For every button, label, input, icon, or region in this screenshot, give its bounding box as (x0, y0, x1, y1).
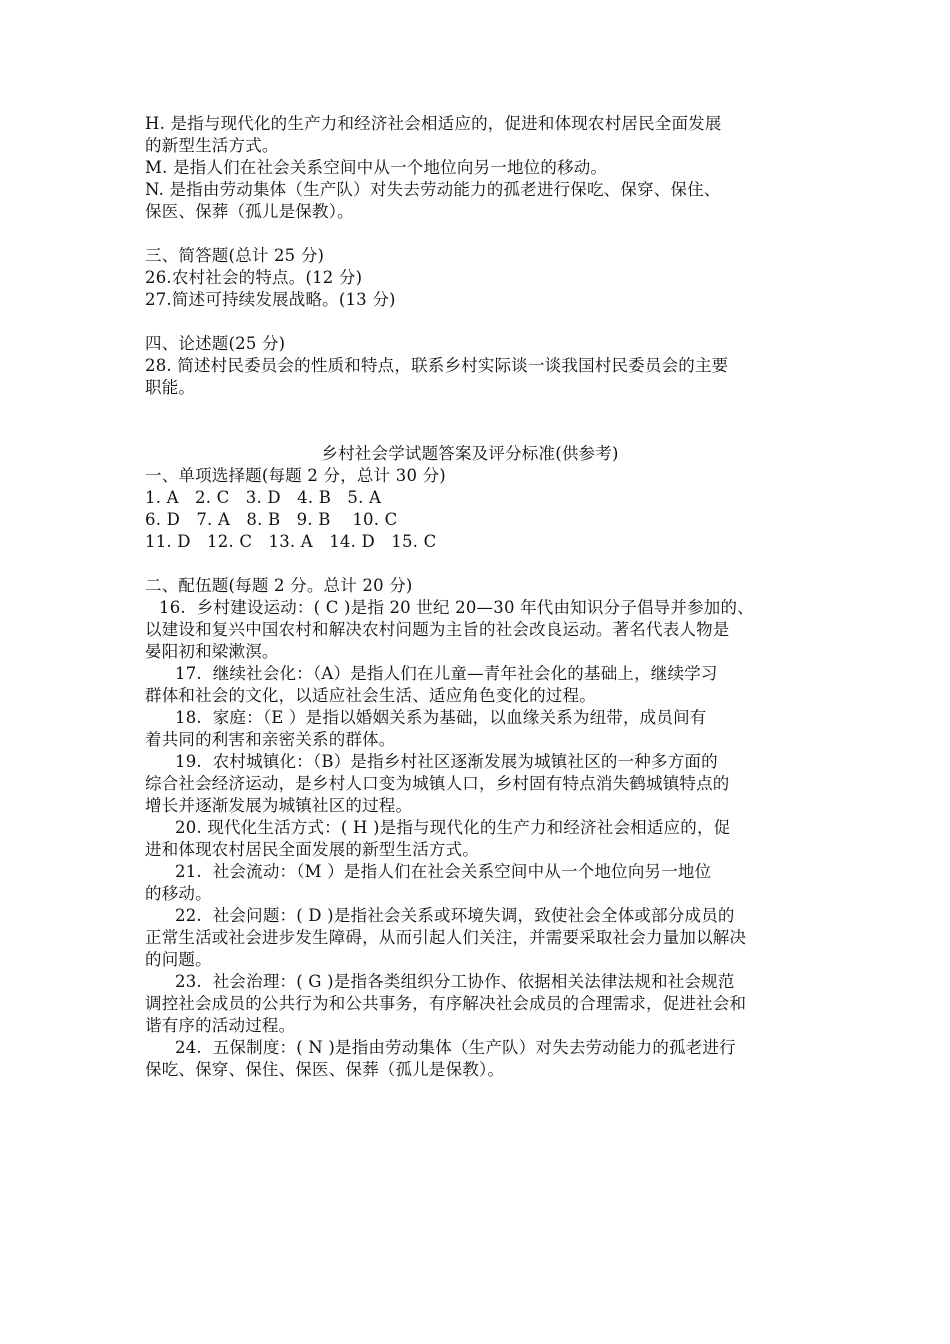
matching-definitions-continued (145, 113, 825, 223)
answer-text-line: 保吃、保穿、保住、保医、保葬（孤儿是保教）。 (145, 1060, 505, 1079)
section-short-answer (145, 245, 825, 311)
single-choice-answers-row: 6. D 7. A 8. B 9. B 10. C (145, 510, 398, 529)
answer-text-line: 20. 现代化生活方式：( H )是指与现代化的生产力和经济社会相适应的，促 (175, 818, 731, 837)
answer-text-line: 22. 社会问题：( D )是指社会关系或环境失调，致使社会全体或部分成员的 (175, 906, 735, 925)
single-choice-answers-row: 11. D 12. C 13. A 14. D 15. C (145, 532, 437, 551)
answer-item-16 (145, 597, 825, 663)
answer-item-17 (145, 663, 825, 707)
answer-item-18 (145, 707, 825, 751)
question-26: 26.农村社会的特点。(12 分) (145, 268, 363, 287)
answer-item-24 (145, 1037, 825, 1081)
answer-text-line: 24. 五保制度：( N )是指由劳动集体（生产队）对失去劳动能力的孤老进行 (175, 1038, 736, 1057)
section-essay (145, 333, 825, 399)
single-choice-heading: 一、单项选择题(每题 2 分，总计 30 分) (145, 466, 446, 485)
definition-n-line2: 保医、保葬（孤儿是保教）。 (145, 202, 354, 221)
answer-text-line: 16. 乡村建设运动：( C )是指 20 世纪 20—30 年代由知识分子倡导并参加的、 (159, 598, 754, 617)
definition-m: M. 是指人们在社会关系空间中从一个地位向另一地位的移动。 (145, 158, 608, 177)
answer-text-line: 增长并逐渐发展为城镇社区的过程。 (145, 796, 413, 815)
answer-text-line: 群体和社会的文化，以适应社会生活、适应角色变化的过程。 (145, 686, 596, 705)
answer-text-line: 调控社会成员的公共行为和公共事务，有序解决社会成员的合理需求，促进社会和 (145, 994, 747, 1013)
answer-key (145, 443, 825, 1081)
answer-text-line: 谐有序的活动过程。 (145, 1016, 296, 1035)
matching-heading: 二、配伍题(每题 2 分。总计 20 分) (145, 576, 413, 595)
answer-text-line: 17. 继续社会化：（A）是指人们在儿童—青年社会化的基础上，继续学习 (175, 664, 718, 683)
document-page (145, 113, 825, 1081)
answer-text-line: 晏阳初和梁漱溟。 (145, 642, 279, 661)
answer-item-22 (145, 905, 825, 971)
question-28-line2: 职能。 (145, 378, 196, 397)
section-heading: 四、论述题(25 分) (145, 334, 286, 353)
definition-h-line1: H. 是指与现代化的生产力和经济社会相适应的，促进和体现农村居民全面发展 (145, 114, 722, 133)
answer-text-line: 综合社会经济运动，是乡村人口变为城镇人口，乡村固有特点消失鹤城镇特点的 (145, 774, 730, 793)
answer-text-line: 19. 农村城镇化：（B）是指乡村社区逐渐发展为城镇社区的一种多方面的 (175, 752, 718, 771)
question-27: 27.简述可持续发展战略。(13 分) (145, 290, 396, 309)
answer-text-line: 的问题。 (145, 950, 212, 969)
question-28-line1: 28. 简述村民委员会的性质和特点，联系乡村实际谈一谈我国村民委员会的主要 (145, 356, 729, 375)
definition-h-line2: 的新型生活方式。 (145, 136, 279, 155)
answer-text-line: 着共同的利害和亲密关系的群体。 (145, 730, 396, 749)
section-heading: 三、简答题(总计 25 分) (145, 246, 325, 265)
answer-text-line: 21. 社会流动：（M ）是指人们在社会关系空间中从一个地位向另一地位 (175, 862, 712, 881)
answer-text-line: 以建设和复兴中国农村和解决农村问题为主旨的社会改良运动。著名代表人物是 (145, 620, 730, 639)
answer-key-title: 乡村社会学试题答案及评分标准(供参考) (321, 444, 619, 463)
answer-text-line: 的移动。 (145, 884, 212, 903)
definition-n-line1: N. 是指由劳动集体（生产队）对失去劳动能力的孤老进行保吃、保穿、保住、 (145, 180, 721, 199)
single-choice-answers-row: 1. A 2. C 3. D 4. B 5. A (145, 488, 382, 507)
answer-text-line: 18. 家庭：（E ）是指以婚姻关系为基础，以血缘关系为纽带，成员间有 (175, 708, 707, 727)
answer-text-line: 正常生活或社会进步发生障碍，从而引起人们关注，并需要采取社会力量加以解决 (145, 928, 747, 947)
answer-item-21 (145, 861, 825, 905)
answer-text-line: 23. 社会治理：( G )是指各类组织分工协作、依据相关法律法规和社会规范 (175, 972, 735, 991)
answer-item-23 (145, 971, 825, 1037)
answer-item-20 (145, 817, 825, 861)
answer-item-19 (145, 751, 825, 817)
answer-text-line: 进和体现农村居民全面发展的新型生活方式。 (145, 840, 479, 859)
